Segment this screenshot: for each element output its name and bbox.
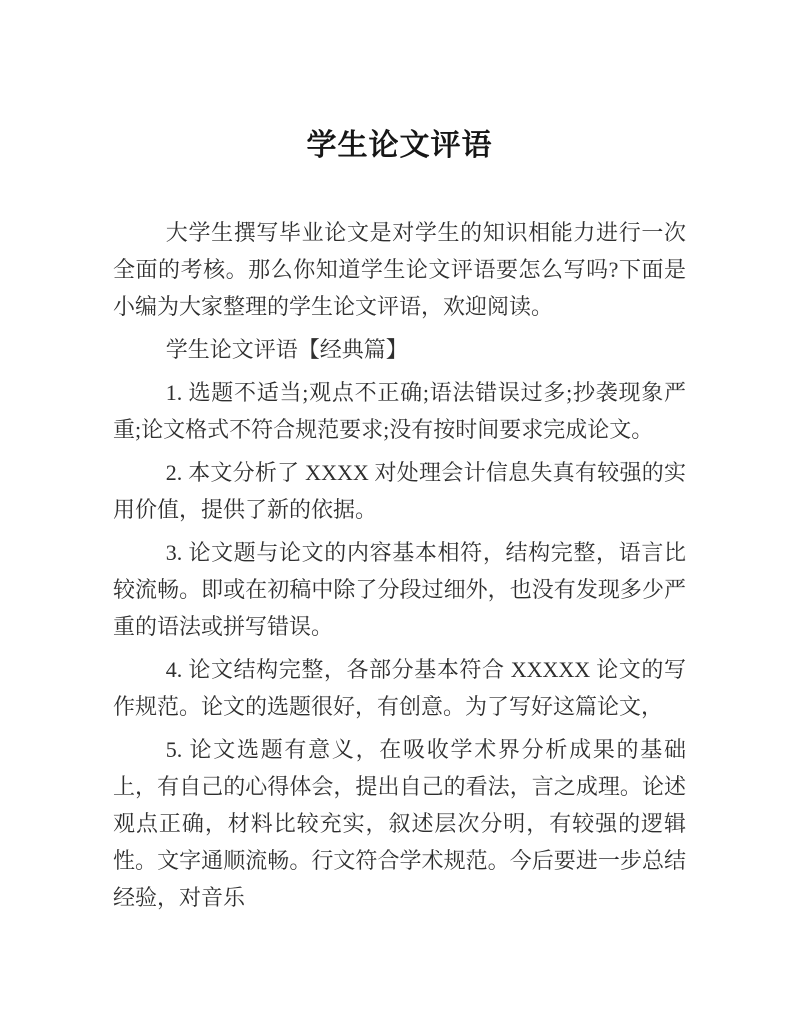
document-title: 学生论文评语 xyxy=(306,129,493,162)
comment-item-4: 4. 论文结构完整，各部分基本符合 XXXXX 论文的写作规范。论文的选题很好，有创意。为了写好这篇论文， xyxy=(113,657,686,719)
comment-item-5: 5. 论文选题有意义，在吸收学术界分析成果的基础上，有自己的心得体会，提出自己的看法，言之成理。论述观点正确，材料比较充实，叙述层次分明，有较强的逻辑性。文字通顺流畅。行文符合学术规范。今后要进一步总结经验，对音乐 xyxy=(113,737,686,910)
section-heading-classic: 学生论文评语【经典篇】 xyxy=(165,337,408,362)
comment-item-3: 3. 论文题与论文的内容基本相符，结构完整，语言比较流畅。即或在初稿中除了分段过细外，也没有发现多少严重的语法或拼写错误。 xyxy=(113,540,686,639)
comment-item-1: 1. 选题不适当;观点不正确;语法错误过多;抄袭现象严重;论文格式不符合规范要求;没有按时间要求完成论文。 xyxy=(113,380,686,442)
comment-item-2: 2. 本文分析了 XXXX 对处理会计信息失真有较强的实用价值，提供了新的依据。 xyxy=(113,460,686,522)
paragraph-intro: 大学生撰写毕业论文是对学生的知识相能力进行一次全面的考核。那么你知道学生论文评语要怎么写吗?下面是小编为大家整理的学生论文评语，欢迎阅读。 xyxy=(113,220,686,319)
document-body xyxy=(113,214,686,916)
